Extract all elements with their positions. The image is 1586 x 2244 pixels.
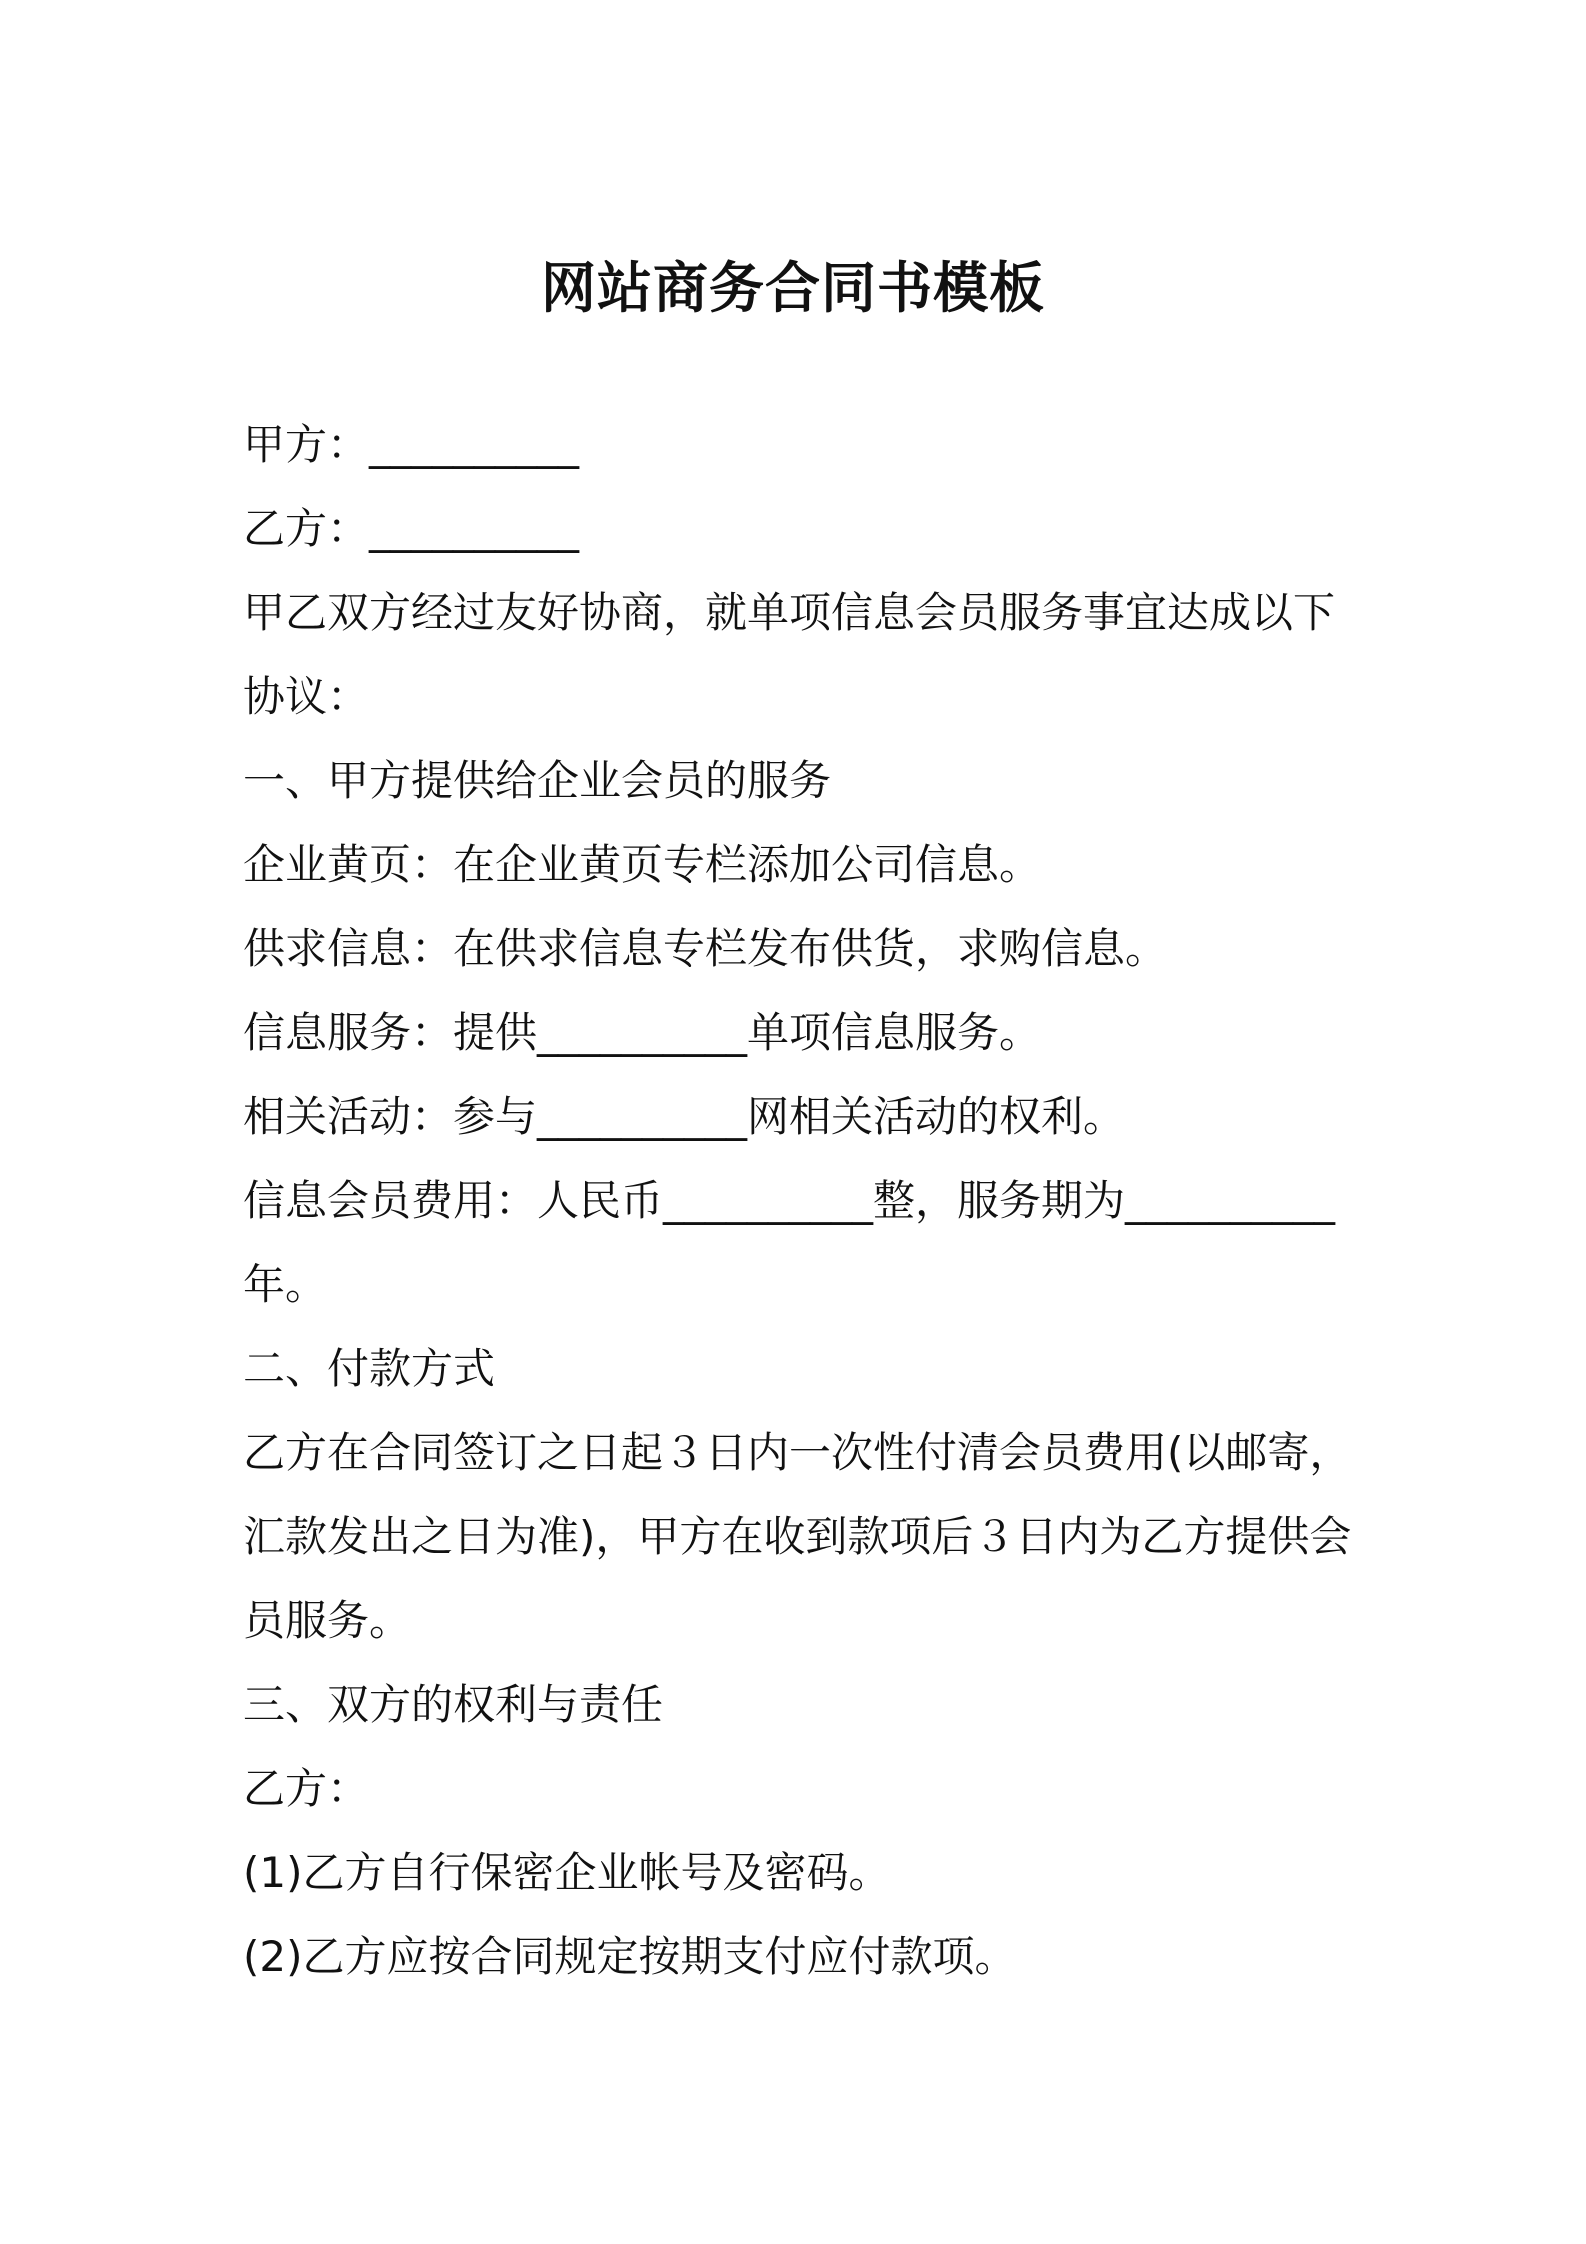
party-b-duty-2: (2)乙方应按合同规定按期支付应付款项。 (243, 1932, 1017, 1981)
party-b-duty-1: (1)乙方自行保密企业帐号及密码。 (243, 1848, 891, 1897)
clause-info-service: 信息服务：提供__________单项信息服务。 (243, 1008, 1042, 1057)
clause-membership-fee-line-1: 信息会员费用：人民币__________整，服务期为__________ (243, 1176, 1336, 1225)
party-b-line: 乙方：__________ (243, 504, 580, 553)
section-heading-rights: 三、双方的权利与责任 (243, 1680, 664, 1729)
section-heading-payment: 二、付款方式 (243, 1344, 496, 1393)
party-a-line: 甲方：__________ (243, 420, 580, 469)
payment-paragraph-line-2: 汇款发出之日为准)，甲方在收到款项后３日内为乙方提供会 (243, 1512, 1352, 1561)
clause-membership-fee-line-2: 年。 (243, 1260, 328, 1309)
payment-paragraph-line-1: 乙方在合同签订之日起３日内一次性付清会员费用(以邮寄， (243, 1428, 1352, 1477)
document-body (243, 403, 1353, 1999)
party-b-rights-heading: 乙方： (243, 1764, 370, 1813)
clause-yellow-pages: 企业黄页：在企业黄页专栏添加公司信息。 (243, 840, 1042, 889)
clause-supply-demand: 供求信息：在供求信息专栏发布供货，求购信息。 (243, 924, 1168, 973)
payment-paragraph-line-3: 员服务。 (243, 1596, 412, 1645)
intro-paragraph-line-1: 甲乙双方经过友好协商，就单项信息会员服务事宜达成以下 (243, 588, 1336, 637)
document-title: 网站商务合同书模板 (540, 256, 1045, 320)
intro-paragraph-line-2: 协议： (243, 672, 370, 721)
section-heading-services: 一、甲方提供给企业会员的服务 (243, 756, 832, 805)
clause-related-activities: 相关活动：参与__________网相关活动的权利。 (243, 1092, 1126, 1141)
